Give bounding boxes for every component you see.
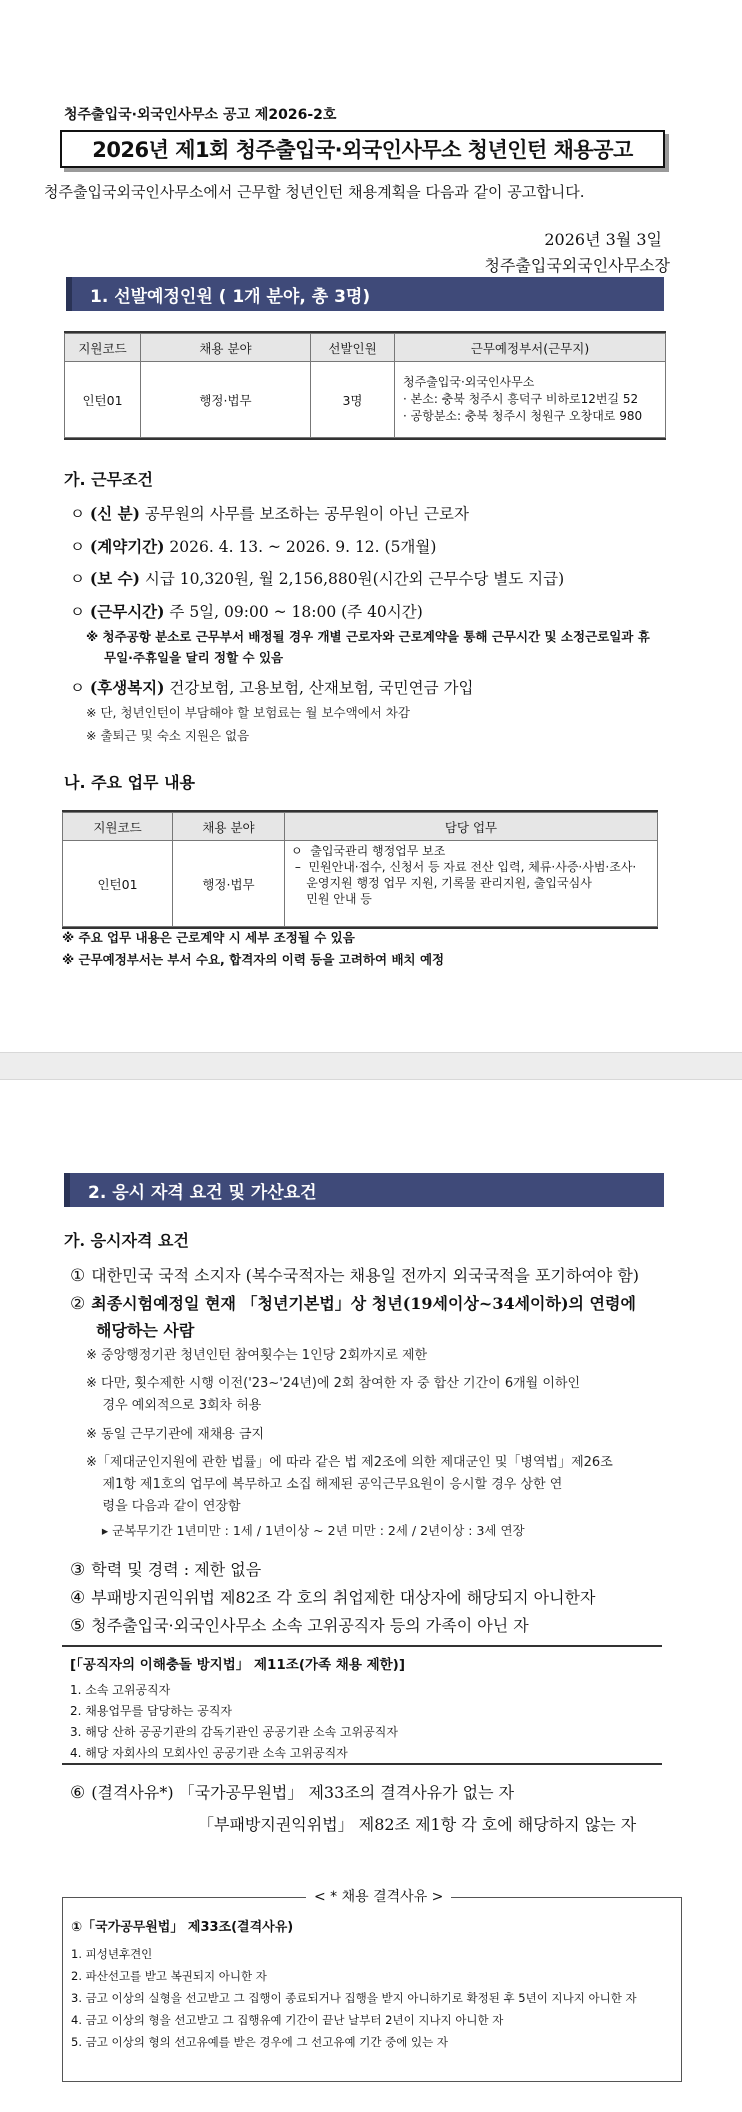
dept-line: · 공항분소: 충북 청주시 청원구 오창대로 980	[403, 409, 643, 423]
table-header-cell: 지원코드	[65, 334, 141, 362]
count-cell: 3명	[311, 362, 395, 438]
duty-line: 운영지원 행정 업무 지원, 기록물 관리지원, 출입국심사	[291, 876, 592, 890]
condition-item	[70, 600, 423, 622]
item-number: ①	[70, 1266, 86, 1286]
eligibility-note: 경우 예외적으로 3회차 허용	[86, 1398, 262, 1413]
table-header-cell: 담당 업무	[285, 813, 658, 841]
table-header-cell: 지원코드	[63, 813, 173, 841]
table-row	[63, 841, 658, 927]
intro-text: 청주출입국외국인사무소에서 근무할 청년인턴 채용계획을 다음과 같이 공고합니다.	[44, 183, 585, 201]
eligibility-note: ※ 중앙행정기관 청년인턴 참여횟수는 1인당 2회까지로 제한	[86, 1348, 428, 1363]
bullet: ㅇ	[70, 603, 85, 621]
disqualification-box	[62, 1897, 682, 2082]
family-restriction-box	[62, 1645, 662, 1765]
table-header-cell: 채용 분야	[141, 334, 311, 362]
announcement-number: 청주출입국·외국인사무소 공고 제2026-2호	[64, 107, 337, 123]
eligibility-note: ▸ 군복무기간 1년미만 : 1세 / 1년이상 ~ 2년 미만 : 2세 / 2년이상 : 3세 연장	[86, 1523, 525, 1538]
eligibility-item	[70, 1585, 595, 1608]
dept-line: · 본소: 충북 청주시 흥덕구 비하로12번길 52	[403, 392, 639, 406]
condition-label: (계약기간)	[89, 537, 165, 556]
condition-text: 건강보험, 고용보험, 산재보험, 국민연금 가입	[169, 679, 474, 697]
bullet: ㅇ	[70, 570, 85, 588]
duty-line: ㅇ 출입국관리 행정업무 보조	[291, 844, 446, 858]
item-text: 대한민국 국적 소지자 (복수국적자는 채용일 전까지 외국국적을 포기하여야 함)	[91, 1266, 640, 1285]
table-header-cell: 근무예정부서(근무지)	[395, 334, 666, 362]
dept-line: 청주출입국·외국인사무소	[403, 375, 535, 389]
condition-label: (보 수)	[89, 569, 140, 588]
eligibility-item-cont: 해당하는 사람	[96, 1321, 195, 1340]
condition-text: 2026. 4. 13. ~ 2026. 9. 12. (5개월)	[169, 538, 437, 556]
item-text: 학력 및 경력 : 제한 없음	[91, 1560, 262, 1579]
field-cell: 행정·법무	[141, 362, 311, 438]
box-heading: ①「국가공무원법」 제33조(결격사유)	[71, 1920, 294, 1935]
duties-note: ※ 주요 업무 내용은 근로계약 시 세부 조정될 수 있음	[62, 930, 355, 945]
item-number: ②	[70, 1294, 86, 1314]
eligibility-note: ※ 동일 근무기관에 재채용 금지	[86, 1427, 265, 1442]
box-heading: [「공직자의 이해충돌 방지법」 제11조(가족 채용 제한)]	[70, 1657, 405, 1673]
table-header-cell: 선발인원	[311, 334, 395, 362]
condition-text: 주 5일, 09:00 ~ 18:00 (주 40시간)	[169, 603, 423, 621]
eligibility-note: ※ 다만, 횟수제한 시행 이전('23~'24년)에 2회 참여한 자 중 합산 기간이 6개월 이하인	[86, 1376, 581, 1391]
announcement-date: 2026년 3월 3일	[544, 230, 662, 249]
list-item: 4. 금고 이상의 형을 선고받고 그 집행유예 기간이 끝난 날부터 2년이 지나지 아니한 자	[71, 2013, 504, 2027]
list-item: 3. 해당 산하 공공기관의 감독기관인 공공기관 소속 고위공직자	[70, 1725, 398, 1739]
section-2-header: 2. 응시 자격 요건 및 가산요건	[64, 1173, 664, 1207]
table-row	[65, 362, 666, 438]
duty-line: – 민원안내·접수, 신청서 등 자료 전산 입력, 체류·사증·사범·조사·	[291, 860, 637, 874]
list-item: 2. 채용업무를 담당하는 공직자	[70, 1704, 232, 1718]
eligibility-item	[70, 1557, 261, 1580]
item-text: 최종시험예정일 현재 「청년기본법」상 청년(19세이상~34세이하)의 연령에	[91, 1294, 636, 1313]
eligibility-heading: 가. 응시자격 요건	[64, 1231, 189, 1250]
item-text: (결격사유*) 「국가공무원법」 제33조의 결격사유가 없는 자	[91, 1783, 515, 1802]
condition-label: (후생복지)	[89, 678, 165, 697]
condition-text: 공무원의 사무를 보조하는 공무원이 아닌 근로자	[144, 505, 469, 523]
condition-item	[70, 502, 469, 524]
eligibility-note: 제1항 제1호의 업무에 복무하고 소집 해제된 공익근무요원이 응시할 경우 상한 연	[86, 1477, 563, 1492]
dept-cell	[395, 362, 666, 438]
page-title: 2026년 제1회 청주출입국·외국인사무소 청년인턴 채용공고	[60, 130, 665, 168]
condition-item	[70, 676, 473, 698]
duties-note: ※ 근무예정부서는 부서 수요, 합격자의 이력 등을 고려하여 배치 예정	[62, 952, 445, 967]
table-header-row	[63, 813, 658, 841]
code-cell: 인턴01	[65, 362, 141, 438]
item-text: 부패방지권익위법 제82조 각 호의 취업제한 대상자에 해당되지 아니한자	[91, 1588, 596, 1607]
list-item: 1. 피성년후견인	[71, 1947, 153, 1961]
recruitment-table	[64, 331, 666, 440]
duty-cell	[285, 841, 658, 927]
signer: 청주출입국외국인사무소장	[484, 256, 670, 275]
eligibility-note: 령을 다음과 같이 연장함	[86, 1499, 241, 1514]
code-cell: 인턴01	[63, 841, 173, 927]
section-1-header: 1. 선발예정인원 ( 1개 분야, 총 3명)	[66, 277, 664, 311]
condition-label: (신 분)	[89, 504, 140, 523]
item-number: ⑤	[70, 1616, 86, 1636]
item-number: ④	[70, 1588, 86, 1608]
duty-line: 민원 안내 등	[291, 892, 372, 906]
hours-note: ※ 청주공항 분소로 근무부서 배정될 경우 개별 근로자와 근로계약을 통해 근무시간 및 소정근로일과 휴	[86, 629, 650, 644]
list-item: 2. 파산선고를 받고 복권되지 아니한 자	[71, 1969, 267, 1983]
document-page-1	[0, 0, 742, 1052]
condition-label: (근무시간)	[89, 602, 165, 621]
hours-note: 무일·주휴일을 달리 정할 수 있음	[104, 650, 284, 665]
condition-text: 시급 10,320원, 월 2,156,880원(시간외 근무수당 별도 지급)	[144, 570, 565, 588]
eligibility-item	[70, 1291, 636, 1314]
list-item: 5. 금고 이상의 형의 선고유예를 받은 경우에 그 선고유예 기간 중에 있는 자	[71, 2035, 448, 2049]
eligibility-note: ※「제대군인지원에 관한 법률」에 따라 같은 법 제2조에 의한 제대군인 및「병역법」제26조	[86, 1455, 613, 1470]
bullet: ㅇ	[70, 505, 85, 523]
eligibility-item	[70, 1780, 514, 1803]
item-text: 청주출입국·외국인사무소 소속 고위공직자 등의 가족이 아닌 자	[91, 1616, 529, 1635]
item-number: ⑥	[70, 1783, 86, 1803]
eligibility-item-cont: 「부패방지권익위법」 제82조 제1항 각 호에 해당하지 않는 자	[198, 1815, 637, 1834]
list-item: 3. 금고 이상의 실형을 선고받고 그 집행이 종료되거나 집행을 받지 아니하기로 확정된 후 5년이 지나지 아니한 자	[71, 1991, 637, 2005]
condition-item	[70, 535, 436, 557]
bullet: ㅇ	[70, 538, 85, 556]
disqualification-title: < * 채용 결격사유 >	[306, 1886, 451, 1906]
eligibility-item	[70, 1263, 639, 1286]
table-header-cell: 채용 분야	[173, 813, 285, 841]
bullet: ㅇ	[70, 679, 85, 697]
condition-item	[70, 567, 564, 589]
duties-table	[62, 810, 658, 929]
welfare-note: ※ 단, 청년인턴이 부담해야 할 보험료는 월 보수액에서 차감	[86, 705, 410, 720]
field-cell: 행정·법무	[173, 841, 285, 927]
list-item: 4. 해당 자회사의 모회사인 공공기관 소속 고위공직자	[70, 1746, 348, 1760]
list-item: 1. 소속 고위공직자	[70, 1683, 171, 1697]
item-number: ③	[70, 1560, 86, 1580]
duties-heading: 나. 주요 업무 내용	[64, 773, 195, 792]
welfare-note: ※ 출퇴근 및 숙소 지원은 없음	[86, 728, 250, 743]
eligibility-item	[70, 1613, 529, 1636]
conditions-heading: 가. 근무조건	[64, 470, 153, 489]
table-header-row	[65, 334, 666, 362]
page-separator	[0, 1052, 742, 1080]
